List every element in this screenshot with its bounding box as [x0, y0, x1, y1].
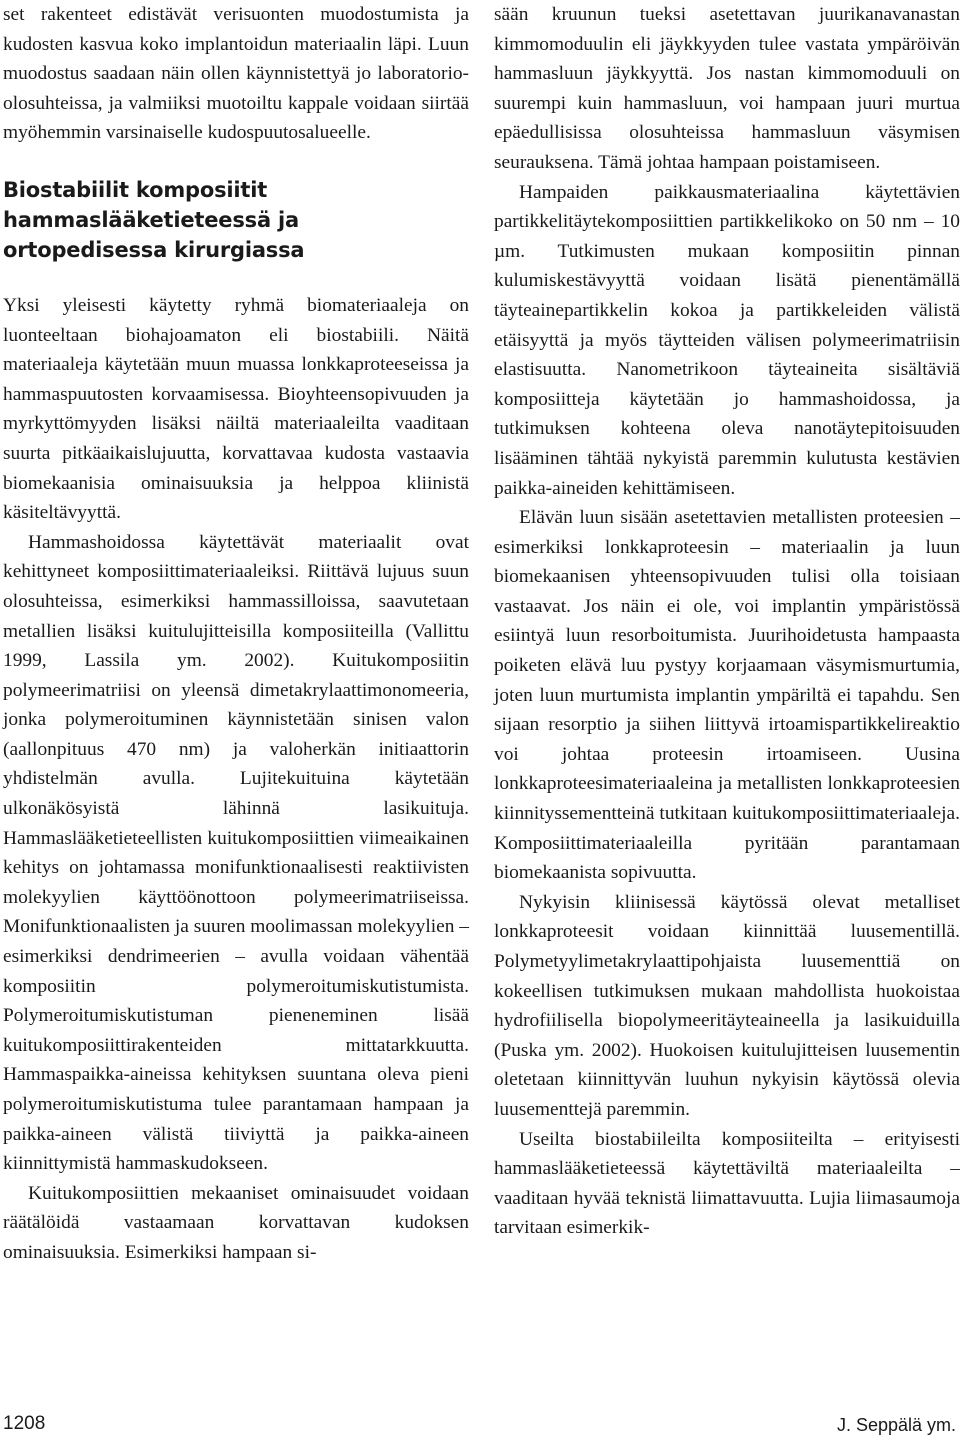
paragraph: Elävän luun sisään asetettavien metallisten proteesien – esimerkiksi lonkkaproteesin – materiaalin ja luun biomekaanisen yhteensopivuuden tulisi olla toisiaan vastaavat. Jos näin ei ole, voi implantin ympäristössä esiintyä luun resorboitumista. Juurihoidetusta hampaasta poiketen elävä luu pystyy korjaamaan väsymismurtumia, joten luun murtumista implantin ympäriltä ei tapahdu. Sen sijaan resorptio ja siihen liittyvä irtoamispartikkelireaktio voi johtaa proteesin irtoamiseen. Uusina lonkkaproteesimateriaaleina ja metallisten lonkkaproteesien kiinnityssementteinä tutkitaan kuitukomposiittimateriaaleja. Komposiittimateriaaleilla pyritään parantamaan biomekaanista sopivuutta. — [494, 507, 960, 884]
paragraph: Kuitukomposiittien mekaaniset ominaisuudet voidaan räätälöidä vastaamaan korvattavan kudoksen ominaisuuksia. Esimerkiksi hampaan si- — [3, 1182, 469, 1263]
section-heading: Biostabiilit komposiitit hammaslääketieteessä ja ortopedisessa kirurgiassa — [3, 177, 305, 262]
page-number: 1208 — [3, 1413, 46, 1434]
left-column — [3, 0, 469, 1268]
right-column — [494, 0, 960, 1243]
author-credit: J. Seppälä ym. — [836, 1415, 956, 1435]
intro-paragraph: set rakenteet edistävät verisuonten muodostumista ja kudosten kasvua koko implantoidun materiaalin läpi. Luun muodostus saadaan näin ollen käynnistettyä jo laboratorio-olosuhteissa, ja valmiiksi muotoiltu kappale voidaan siirtää myöhemmin varsinaiselle kudospuutosalueelle. — [3, 4, 469, 144]
paragraph: sään kruunun tueksi asetettavan juurikanavanastan kimmomoduulin eli jäykkyyden tulee vastata ympäröivän hammasluun jäykkyyttä. Jos nastan kimmomoduuli on suurempi kuin hammasluun, voi hampaan juuri murtua epäedullisissa olosuhteissa hammasluun väsymisen seurauksena. Tämä johtaa hampaan poistamiseen. — [494, 4, 960, 173]
paragraph: Nykyisin kliinisessä käytössä olevat metalliset lonkkaproteesit voidaan kiinnittää luusementillä. Polymetyylimetakrylaattipohjaista luusementtiä on kokeellisen tutkimuksen mukaan mahdollista huokoistaa hydrofiilisella biopolymeeritäyteaineella ja lasikuiduilla (Puska ym. 2002). Huokoisen kuitulujitteisen luusementin oletetaan kiinnittyvän luuhun nykyisin käytössä olevia luusementtejä paremmin. — [494, 891, 960, 1120]
paragraph: Hampaiden paikkausmateriaalina käytettävien partikkelitäytekomposiittien partikkelikoko on 50 nm – 10 µm. Tutkimusten mukaan komposiitin pinnan kulumiskestävyyttä voidaan lisätä pienentämällä täyteainepartikkelin kokoa ja partikkeleiden välistä etäisyyttä ja myös täytteiden välisen polymeerimatriisin elastisuutta. Nanometrikoon täyteaineita sisältäviä komposiitteja käytetään jo hammashoidossa, ja tutkimuksen kohteena oleva nanotäytepitoisuuden lisääminen tähtää nykyistä paremmin kulutusta kestävien paikka-aineiden kehittämiseen. — [494, 181, 960, 499]
paragraph: Yksi yleisesti käytetty ryhmä biomateriaaleja on luonteeltaan biohajoamaton eli biostabiili. Näitä materiaaleja käytetään muun muassa lonkkaproteeseissa ja hammaspuutosten korvaamisessa. Bioyhteensopivuuden ja myrkyttömyyden lisäksi näiltä materiaaleilta vaaditaan suurta pitkäaikaislujuutta, korvattavaa kudosta vastaavia biomekaanisia ominaisuuksia ja helppoa kliinistä käsiteltävyyttä. — [3, 294, 469, 524]
paragraph: Hammashoidossa käytettävät materiaalit ovat kehittyneet komposiittimateriaaleiksi. Riittävä lujuus suun olosuhteissa, esimerkiksi hammassilloissa, saavutetaan metallien lisäksi kuitulujitteisilla komposiiteilla (Vallittu 1999, Lassila ym. 2002). Kuitukomposiitin polymeerimatriisi on yleensä dimetakrylaattimonomeeria, jonka polymeroituminen käynnistetään sinisen valon (aallonpituus 470 nm) ja valoherkän initiaattorin yhdistelmän avulla. Lujitekuituina käytetään ulkonäkösyistä lähinnä lasikuituja. Hammaslääketieteellisten kuitukomposiittien viimeaikainen kehitys on johtamassa monifunktionaalisesti reaktiivisten molekyylien käyttöönottoon polymeerimatriiseissa. Monifunktionaalisten ja suuren moolimassan molekyylien – esimerkiksi dendrimeerien – avulla voidaan vähentää komposiitin polymeroitumiskutistumista. Polymeroitumiskutistuman pieneneminen lisää kuitukomposiittirakenteiden mittatarkkuutta. Hammaspaikka-aineissa kehityksen suuntana oleva pieni polymeroitumiskutistuma tulee parantamaan hampaan ja paikka-aineen välistä tiiviyttä ja paikka-aineen kiinnittymistä hammaskudokseen. — [3, 531, 469, 1175]
paragraph: Useilta biostabiileilta komposiiteilta – erityisesti hammaslääketieteessä käytettäviltä materiaaleilta – vaaditaan hyvää teknistä liimattavuutta. Lujia liimasaumoja tarvitaan esimerkik- — [494, 1128, 960, 1239]
